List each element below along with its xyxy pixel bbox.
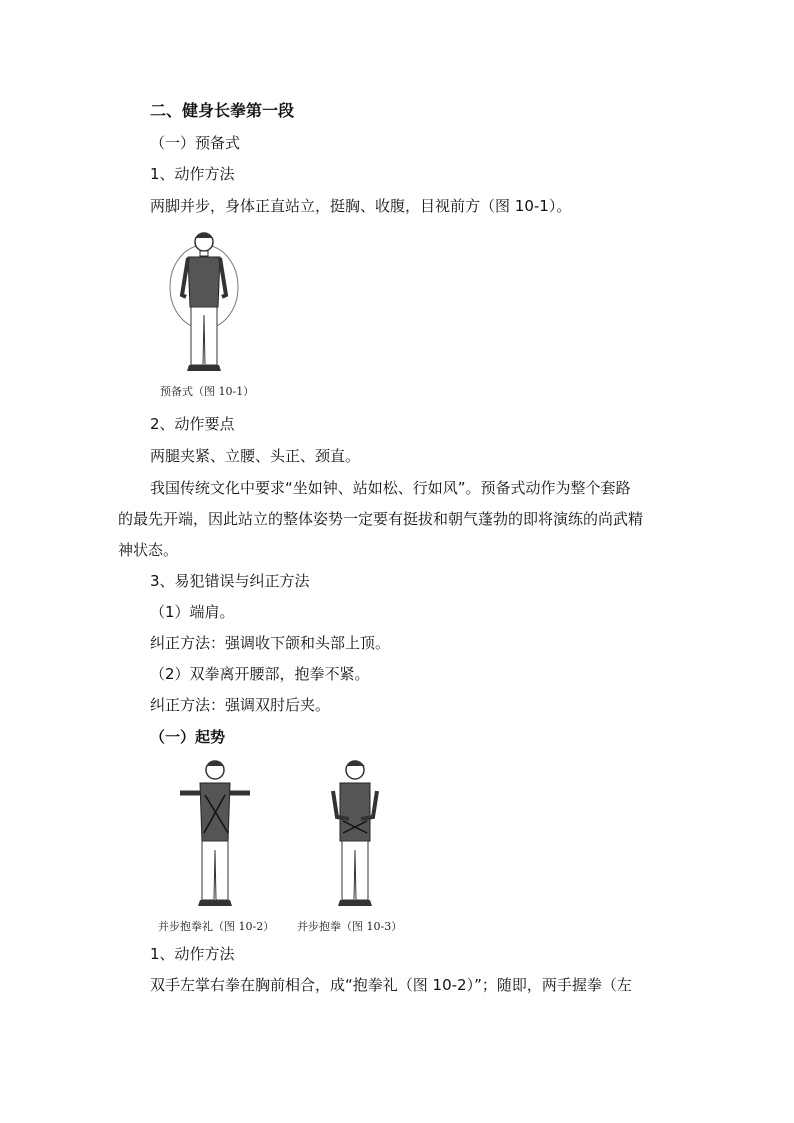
paragraph: 我国传统文化中要求“坐如钟、站如松、行如风”。预备式动作为整个套路 (150, 479, 631, 497)
figure-fist-salute (170, 755, 260, 910)
figure-fists-at-waist (315, 755, 395, 910)
heading: 2、动作要点 (150, 415, 235, 433)
heading: 1、动作方法 (150, 165, 235, 183)
heading: 3、易犯错误与纠正方法 (150, 572, 310, 590)
section-title: 二、健身长拳第一段 (150, 101, 295, 120)
subsection-heading: （一）预备式 (150, 134, 241, 152)
paragraph: 神状态。 (118, 541, 179, 559)
paragraph: 两脚并步，身体正直站立，挺胸、收腹，目视前方（图 10-1）。 (150, 197, 572, 215)
heading: 1、动作方法 (150, 945, 235, 963)
figure-caption: 预备式（图 10-1） (160, 385, 255, 398)
figure-caption: 并步抱拳礼（图 10-2） (158, 920, 275, 933)
subsection-heading: （一）起势 (150, 728, 226, 746)
paragraph: 两腿夹紧、立腰、头正、颈直。 (150, 447, 361, 465)
correction-item: 纠正方法：强调收下颌和头部上顶。 (150, 634, 391, 652)
figure-standing-pose (160, 225, 250, 375)
paragraph: 双手左掌右拳在胸前相合，成“抱拳礼（图 10-2）”；随即，两手握拳（左 (150, 976, 632, 994)
error-item: （1）端肩。 (150, 603, 235, 621)
error-item: （2）双拳离开腰部，抱拳不紧。 (150, 665, 370, 683)
paragraph: 的最先开端，因此站立的整体姿势一定要有挺拔和朝气蓬勃的即将演练的尚武精 (118, 510, 644, 528)
figure-caption: 并步抱拳（图 10-3） (297, 920, 403, 933)
correction-item: 纠正方法：强调双肘后夹。 (150, 696, 331, 714)
